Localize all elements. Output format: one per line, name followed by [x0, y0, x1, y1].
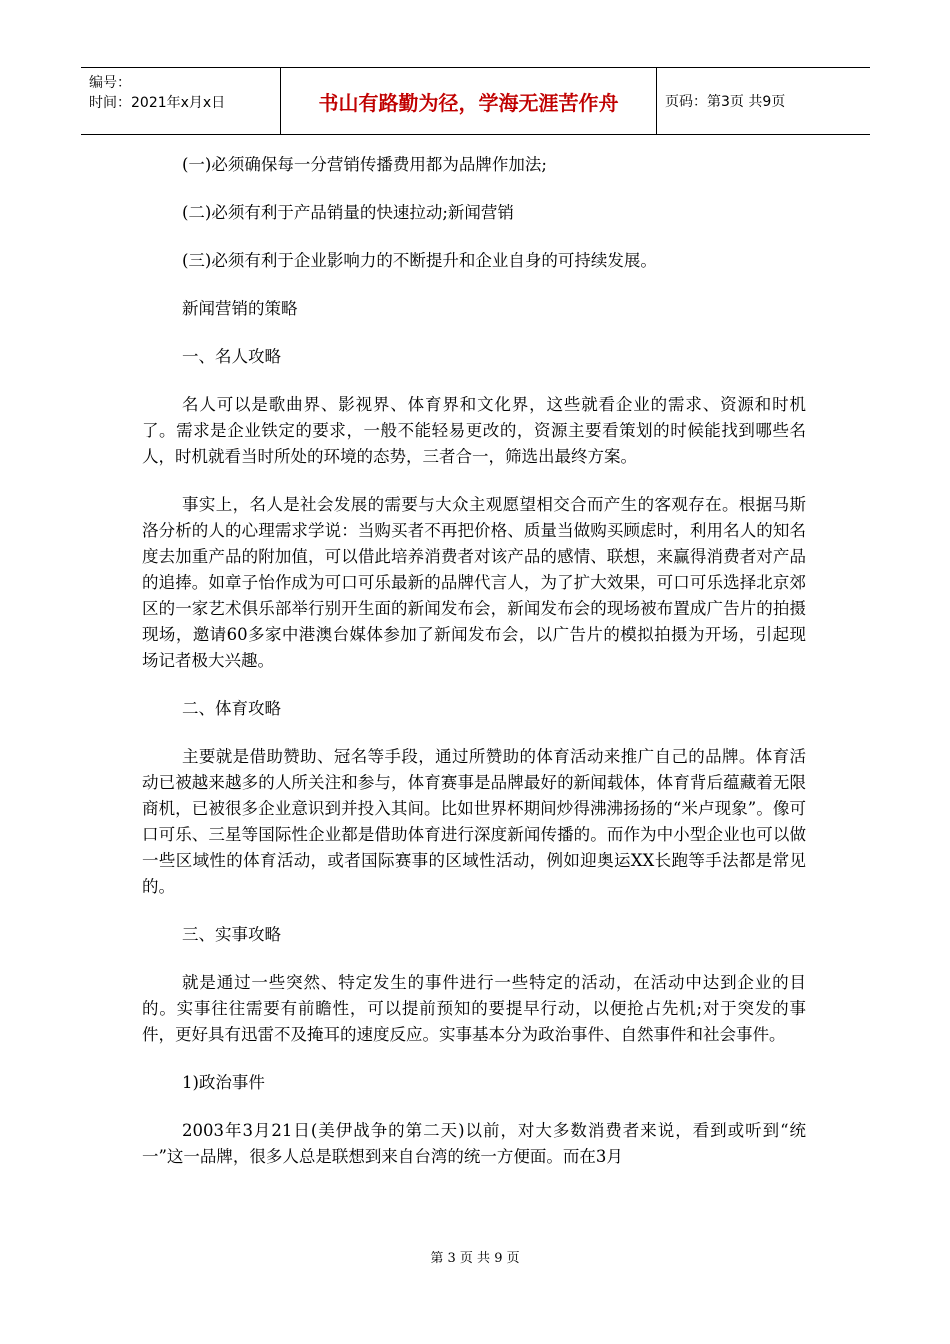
list-item-3: (三)必须有利于企业影响力的不断提升和企业自身的可持续发展。 — [182, 251, 657, 270]
subheading-sports: 二、体育攻略 — [182, 699, 281, 718]
page-footer: 第 3 页 共 9 页 — [430, 1251, 520, 1266]
subheading-political-events: 1)政治事件 — [182, 1073, 265, 1092]
document-body — [142, 152, 806, 1170]
motto-text: 书山有路勤为径，学海无涯苦作舟 — [318, 90, 619, 115]
header-motto — [281, 68, 657, 134]
header-page-info: 页码：第3页 共9页 — [665, 94, 786, 110]
document-number: 编号： — [89, 75, 131, 91]
subheading-current-events: 三、实事攻略 — [182, 925, 281, 944]
section-heading: 新闻营销的策略 — [182, 299, 298, 318]
paragraph-celebrity-2: 事实上，名人是社会发展的需要与大众主观愿望相交合而产生的客观存在。根据马斯洛分析的人的心理需求学说：当购买者不再把价格、质量当做购买顾虑时，利用名人的知名度去加重产品的附加值，可以借此培养消费者对该产品的感情、联想，来赢得消费者对产品的追捧。如章子怡作成为可口可乐最新的品牌代言人，为了扩大效果，可口可乐选择北京郊区的一家艺术俱乐部举行别开生面的新闻发布会，新闻发布会的现场被布置成广告片的拍摄现场，邀请60多家中港澳台媒体参加了新闻发布会，以广告片的模拟拍摄为开场，引起现场记者极大兴趣。 — [142, 495, 806, 670]
list-item-2: (二)必须有利于产品销量的快速拉动;新闻营销 — [182, 203, 514, 222]
subheading-celebrity: 一、名人攻略 — [182, 347, 281, 366]
header-meta — [81, 68, 281, 134]
paragraph-current-events: 就是通过一些突然、特定发生的事件进行一些特定的活动，在活动中达到企业的目的。实事往往需要有前瞻性，可以提前预知的要提早行动，以便抢占先机;对于突发的事件，更好具有迅雷不及掩耳的速度反应。实事基本分为政治事件、自然事件和社会事件。 — [142, 973, 806, 1044]
list-item-1: (一)必须确保每一分营销传播费用都为品牌作加法; — [182, 155, 547, 174]
paragraph-sports: 主要就是借助赞助、冠名等手段，通过所赞助的体育活动来推广自己的品牌。体育活动已被越来越多的人所关注和参与，体育赛事是品牌最好的新闻载体，体育背后蕴藏着无限商机，已被很多企业意识到并投入其间。比如世界杯期间炒得沸沸扬扬的“米卢现象”。像可口可乐、三星等国际性企业都是借助体育进行深度新闻传播的。而作为中小型企业也可以做一些区域性的体育活动，或者国际赛事的区域性活动，例如迎奥运XX长跑等手法都是常见的。 — [142, 747, 806, 896]
page-header — [81, 67, 870, 135]
document-date: 时间：2021年x月x日 — [89, 95, 226, 111]
paragraph-celebrity-1: 名人可以是歌曲界、影视界、体育界和文化界，这些就看企业的需求、资源和时机了。需求是企业铁定的要求，一般不能轻易更改的，资源主要看策划的时候能找到哪些名人，时机就看当时所处的环境的态势，三者合一，筛选出最终方案。 — [142, 395, 806, 466]
paragraph-political-events: 2003年3月21日(美伊战争的第二天)以前，对大多数消费者来说，看到或听到“统一”这一品牌，很多人总是联想到来自台湾的统一方便面。而在3月 — [142, 1121, 806, 1166]
